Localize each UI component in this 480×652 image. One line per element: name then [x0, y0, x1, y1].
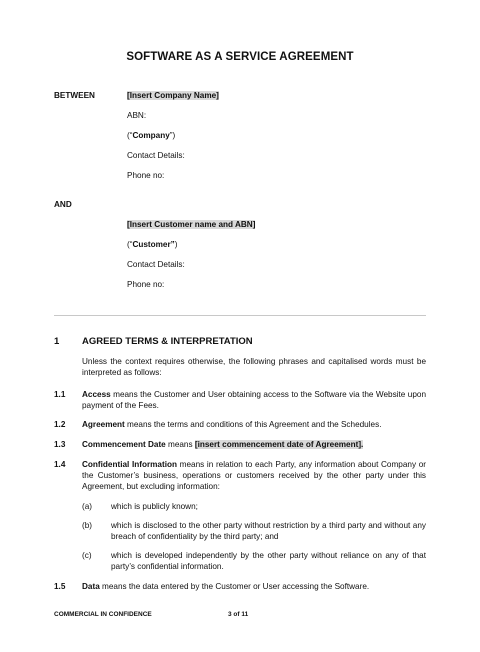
customer-def-term: Customer” — [132, 240, 175, 249]
customer-contact-details: Contact Details: — [127, 260, 185, 269]
document-title: SOFTWARE AS A SERVICE AGREEMENT — [126, 51, 354, 63]
clause-term: Data — [82, 582, 100, 591]
clause-text — [82, 459, 426, 492]
clause-term: Commencement Date — [82, 440, 166, 449]
clause-term: Agreement — [82, 420, 125, 429]
clause-body: means the data entered by the Customer or User accessing the Software. — [99, 582, 370, 591]
subclause-number: (a) — [82, 502, 93, 511]
company-name-highlight: [Insert Company Name] — [127, 91, 219, 100]
clause-body: means the Customer and User obtaining access to the Software via the Website upon payment of the Fees. — [82, 390, 426, 410]
footer-confidential: COMMERCIAL IN CONFIDENCE — [54, 611, 152, 618]
clause-number: 1.5 — [54, 582, 66, 591]
clause-text — [82, 419, 426, 430]
customer-definition — [127, 239, 178, 250]
clause-body: means in relation to each Party, any information about Company or the Customer’s business, operations or customers received by the other party under this Agreement, but excluding information: — [82, 460, 426, 491]
section-divider — [54, 315, 426, 316]
clause-number: 1.4 — [54, 460, 66, 469]
page-number: 3 of 11 — [228, 611, 249, 618]
subclause-number: (b) — [82, 521, 93, 530]
clause-number: 1.3 — [54, 440, 66, 449]
section-number: 1 — [54, 336, 60, 347]
subclause-text: which is publicly known; — [111, 502, 198, 511]
company-def-term: Company — [132, 131, 170, 140]
clause-body: means the terms and conditions of this Agreement and the Schedules. — [124, 420, 382, 429]
clause-body: means — [165, 440, 195, 449]
between-label: BETWEEN — [54, 91, 95, 100]
customer-name-highlight: [Insert Customer name and ABN] — [127, 220, 256, 229]
company-def-close: ”) — [169, 131, 176, 140]
clause-text — [82, 581, 426, 592]
company-definition — [127, 130, 175, 141]
company-abn: ABN: — [127, 111, 147, 120]
company-phone: Phone no: — [127, 171, 165, 180]
customer-def-open: (“ — [127, 240, 133, 249]
company-name-placeholder — [127, 90, 219, 101]
commencement-date-placeholder: [insert commencement date of Agreement]. — [194, 440, 364, 449]
company-def-open: (“ — [127, 131, 133, 140]
customer-name-placeholder — [127, 219, 255, 230]
section-heading: AGREED TERMS & INTERPRETATION — [82, 336, 253, 347]
company-contact-details: Contact Details: — [127, 151, 185, 160]
clause-number: 1.1 — [54, 390, 66, 399]
clause-number: 1.2 — [54, 420, 66, 429]
subclause-text: which is developed independently by the other party without reliance on any of that party’s confidential information. — [111, 551, 426, 571]
clause-term: Confidential Information — [82, 460, 177, 469]
section-intro: Unless the context requires otherwise, the following phrases and capitalised words must be interpreted as follows: — [82, 357, 426, 377]
subclause-number: (c) — [82, 551, 92, 560]
clause-text — [82, 389, 426, 411]
and-label: AND — [54, 200, 72, 209]
clause-text — [82, 439, 426, 450]
customer-phone: Phone no: — [127, 280, 165, 289]
customer-def-close: ) — [174, 240, 178, 249]
clause-term: Access — [82, 390, 111, 399]
subclause-text: which is disclosed to the other party without restriction by a third party and without any breach of confidentiality by the third party; and — [111, 521, 426, 541]
